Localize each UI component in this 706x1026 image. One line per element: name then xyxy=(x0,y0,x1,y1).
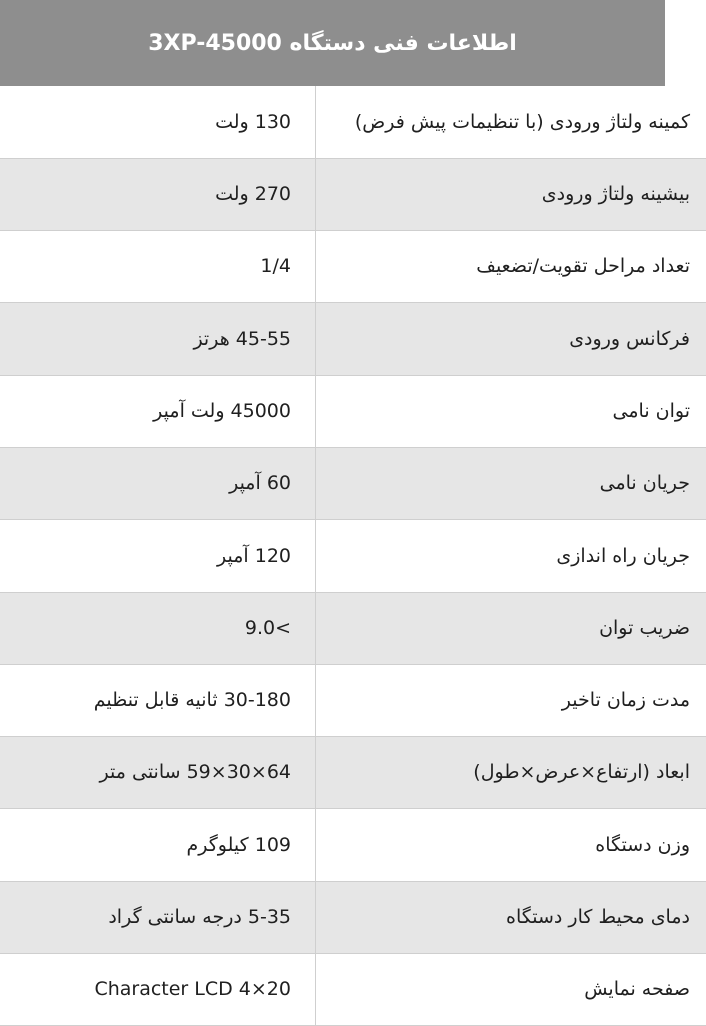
spec-label: کمینه ولتاژ ورودی (با تنظیمات پیش فرض) xyxy=(316,86,706,158)
spec-value: 109 کیلوگرم xyxy=(0,809,316,881)
spec-title-bar xyxy=(0,0,665,86)
table-row xyxy=(0,809,706,881)
table-row xyxy=(0,447,706,519)
spec-label: جریان نامی xyxy=(316,447,706,519)
spec-label: دمای محیط کار دستگاه xyxy=(316,881,706,953)
spec-value: 45-55 هرتز xyxy=(0,303,316,375)
table-row xyxy=(0,664,706,736)
table-row xyxy=(0,520,706,592)
spec-value: 1/4 xyxy=(0,231,316,303)
table-row xyxy=(0,158,706,230)
table-row xyxy=(0,231,706,303)
spec-value: 60 آمپر xyxy=(0,447,316,519)
table-row xyxy=(0,592,706,664)
spec-label: توان نامی xyxy=(316,375,706,447)
spec-label: ابعاد (ارتفاع×عرض×طول) xyxy=(316,737,706,809)
spec-label: ضریب توان xyxy=(316,592,706,664)
table-row xyxy=(0,881,706,953)
spec-label: وزن دستگاه xyxy=(316,809,706,881)
spec-table xyxy=(0,86,706,1026)
spec-label: صفحه نمایش xyxy=(316,954,706,1026)
spec-label: تعداد مراحل تقویت/تضعیف xyxy=(316,231,706,303)
spec-title: اطلاعات فنی دستگاه 3XP-45000 xyxy=(148,31,517,56)
spec-value: 30-180 ثانیه قابل تنظیم xyxy=(0,664,316,736)
spec-label: فرکانس ورودی xyxy=(316,303,706,375)
spec-value: 120 آمپر xyxy=(0,520,316,592)
table-row xyxy=(0,954,706,1026)
spec-value-text: 9.0< xyxy=(245,617,291,640)
spec-label: جریان راه اندازی xyxy=(316,520,706,592)
table-row xyxy=(0,737,706,809)
spec-value: 130 ولت xyxy=(0,86,316,158)
spec-label: بیشینه ولتاژ ورودی xyxy=(316,158,706,230)
spec-value xyxy=(0,592,316,664)
spec-value: 45000 ولت آمپر xyxy=(0,375,316,447)
spec-value: 5-35 درجه سانتی گراد xyxy=(0,881,316,953)
table-row xyxy=(0,86,706,158)
table-row xyxy=(0,375,706,447)
spec-value: Character LCD 4×20 xyxy=(0,954,316,1026)
spec-value: 270 ولت xyxy=(0,158,316,230)
table-row xyxy=(0,303,706,375)
spec-value: 64×30×59 سانتی متر xyxy=(0,737,316,809)
spec-label: مدت زمان تاخیر xyxy=(316,664,706,736)
